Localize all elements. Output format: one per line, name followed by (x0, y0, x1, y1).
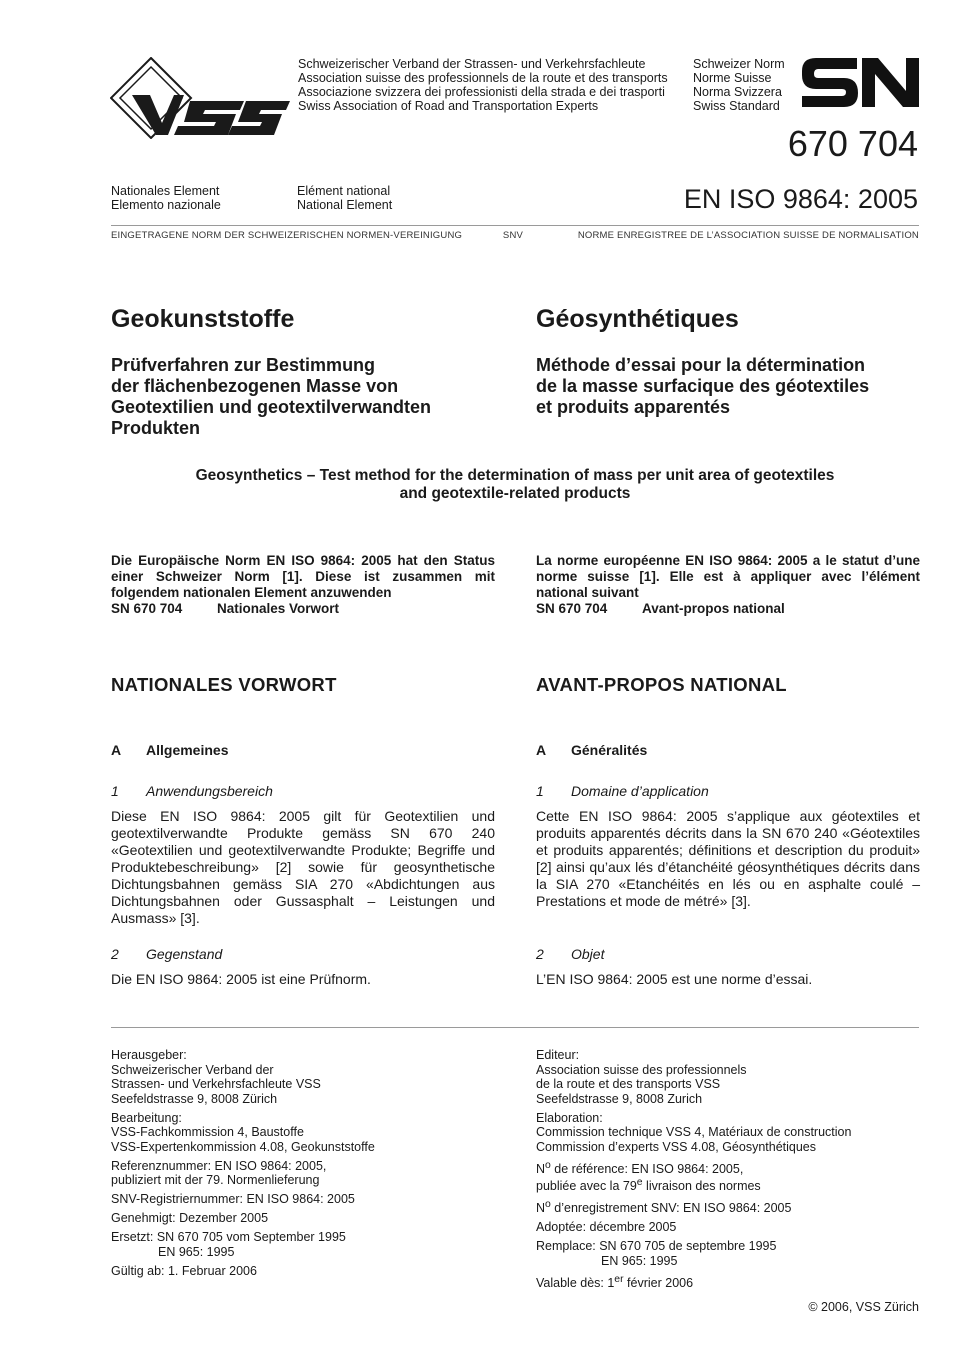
subtitle-fr-line: et produits apparentés (536, 397, 731, 417)
intro-fr-reference (536, 601, 920, 617)
colophon-line: Seefeldstrasse 9, 8008 Zürich (111, 1091, 278, 1106)
intro-de (111, 553, 495, 617)
sn-logo-icon (802, 55, 920, 110)
association-name-en: Swiss Association of Road and Transportation Experts (298, 99, 599, 113)
intro-de-ref-number: SN 670 704 (111, 601, 183, 616)
colophon-line: Elaboration: (536, 1110, 603, 1125)
item2-heading-fr (536, 946, 920, 962)
section-a-fr (536, 742, 920, 758)
colophon-line: Ersetzt: SN 670 705 vom September 1995 (111, 1230, 346, 1244)
colophon-line: VSS-Fachkommission 4, Baustoffe (111, 1125, 304, 1139)
national-element-right (297, 184, 392, 212)
colophon-line: Schweizerischer Verband der (111, 1062, 274, 1077)
colophon-text: livraison des normes (642, 1179, 761, 1194)
colophon-sup: o (545, 1159, 551, 1171)
colophon-sup: er (614, 1273, 624, 1285)
item2-heading-de (111, 946, 495, 962)
subtitle-fr-line: Méthode d’essai pour la détermination (536, 355, 866, 375)
intro-fr (536, 553, 920, 617)
title-en-line: and geotextile-related products (399, 485, 631, 502)
colophon-approved: Genehmigt: Dezember 2005 (111, 1211, 269, 1225)
norm-label-fr: Norme Suisse (693, 71, 772, 85)
colophon-line: Association suisse des professionnels (536, 1062, 747, 1077)
norm-languages (693, 57, 785, 113)
colophon-sup: o (545, 1199, 551, 1211)
vss-logo-icon (110, 57, 290, 139)
colophon-line: EN 965: 1995 (601, 1253, 678, 1268)
colophon-text: Valable dès: 1 (536, 1276, 615, 1291)
title-en-line: Geosynthetics – Test method for the determination of mass per unit area of geotextiles (195, 467, 835, 484)
intro-fr-ref-label: Avant-propos national (642, 601, 785, 616)
colophon-line: Commission d’experts VSS 4.08, Géosynthétiques (536, 1139, 816, 1154)
colophon-line: Commission technique VSS 4, Matériaux de construction (536, 1125, 852, 1139)
colophon-text: de référence: EN ISO 9864: 2005, (550, 1161, 744, 1176)
item1-text-de: Diese EN ISO 9864: 2005 gilt für Geotextilien und geotextilverwandte Produkte gemäss SN 670 240 «Geotextilien und geotextilverwandte Produkte; Begriffe und Produktebeschreibung» [2] sowie für geosynthetische Dichtungsbahnen gemäss SIA 270 «Abdichtungen aus Dichtungsbahnen oder Gussasphalt – Leistungen und Ausmass» [3]. (111, 808, 495, 926)
intro-de-ref-label: Nationales Vorwort (217, 601, 340, 616)
item-title: Objet (571, 946, 605, 962)
national-element-en: National Element (297, 198, 393, 212)
colophon-divider (111, 1027, 919, 1028)
subtitle-de-line: Geotextilien und geotextilverwandten (111, 397, 432, 417)
registration-text-de: EINGETRAGENE NORM DER SCHWEIZERISCHEN NORMEN-VEREINIGUNG (111, 230, 463, 241)
national-element-it: Elemento nazionale (111, 198, 221, 212)
item-title: Gegenstand (146, 946, 223, 962)
section-title: Allgemeines (146, 742, 229, 758)
colophon-replaces (536, 1239, 920, 1268)
national-element-de: Nationales Element (111, 184, 220, 198)
sn-mark (802, 55, 920, 110)
colophon-line: de la route et des transports VSS (536, 1077, 721, 1091)
item2-text-fr: L’EN ISO 9864: 2005 est une norme d’essai. (536, 971, 813, 987)
colophon-valid (536, 1273, 920, 1291)
colophon-registration: SNV-Registriernummer: EN ISO 9864: 2005 (111, 1192, 355, 1206)
association-name-de: Schweizerischer Verband der Strassen- und Verkehrsfachleute (298, 57, 646, 71)
colophon-line: Editeur: (536, 1048, 580, 1062)
colophon-line: Herausgeber: (111, 1048, 187, 1062)
colophon-line: VSS-Expertenkommission 4.08, Geokunststoffe (111, 1139, 375, 1154)
colophon-line: Strassen- und Verkehrsfachleute VSS (111, 1077, 321, 1091)
colophon-line: publiziert mit der 79. Normenlieferung (111, 1173, 320, 1187)
title-fr: Géosynthétiques (536, 305, 739, 333)
colophon-publisher (536, 1048, 920, 1106)
registration-text-fr: NORME ENREGISTREE DE L’ASSOCIATION SUISSE DE NORMALISATION (577, 230, 919, 241)
foreword-heading-fr: AVANT-PROPOS NATIONAL (536, 674, 787, 695)
title-de: Geokunststoffe (111, 305, 295, 333)
colophon-line: Bearbeitung: (111, 1110, 182, 1125)
norm-label-en: Swiss Standard (693, 99, 780, 113)
section-title: Généralités (571, 742, 648, 758)
subtitle-de-line: Prüfverfahren zur Bestimmung (111, 355, 376, 375)
intro-fr-ref-number: SN 670 704 (536, 601, 608, 616)
norm-label-de: Schweizer Norm (693, 57, 785, 71)
item1-heading-fr (536, 783, 920, 799)
item-title: Domaine d’application (571, 783, 709, 799)
colophon-fr (536, 1048, 920, 1295)
sn-number: 670 704 (787, 123, 918, 164)
registration-bar (111, 230, 919, 241)
colophon-editing (536, 1111, 920, 1155)
colophon-registration (536, 1198, 920, 1216)
colophon-de (111, 1048, 495, 1283)
foreword-heading-de: NATIONALES VORWORT (111, 674, 337, 695)
colophon-line: EN 965: 1995 (158, 1244, 235, 1259)
subtitle-de-line: der flächenbezogenen Masse von (111, 376, 399, 396)
section-letter: A (111, 742, 122, 758)
registration-snv: SNV (502, 230, 524, 241)
item-title: Anwendungsbereich (146, 783, 273, 799)
intro-fr-text: La norme européenne EN ISO 9864: 2005 a le statut d’une norme suisse [1]. Elle est à appliquer avec l’élément national suivant (536, 553, 920, 600)
item-number: 1 (536, 783, 544, 799)
colophon-reference (536, 1159, 920, 1194)
item1-heading-de (111, 783, 495, 799)
header-divider (111, 225, 919, 226)
title-en (111, 467, 919, 503)
colophon-publisher (111, 1048, 495, 1106)
subtitle-fr (536, 355, 920, 418)
colophon-sup: e (636, 1177, 643, 1189)
colophon-approved: Adoptée: décembre 2005 (536, 1220, 677, 1235)
national-element-left (111, 184, 221, 212)
colophon-text: N (536, 1161, 546, 1176)
intro-de-text: Die Europäische Norm EN ISO 9864: 2005 hat den Status einer Schweizer Norm [1]. Diese ist zusammen mit folgendem nationalen Element anzuwenden (111, 553, 495, 600)
subtitle-de-line: Produkten (111, 418, 201, 438)
item-number: 2 (111, 946, 119, 962)
en-iso-reference: EN ISO 9864: 2005 (683, 184, 918, 214)
national-element-fr: Elément national (297, 184, 391, 198)
item2-text-de: Die EN ISO 9864: 2005 ist eine Prüfnorm. (111, 971, 371, 987)
colophon-text: N (536, 1201, 546, 1216)
colophon-line: Seefeldstrasse 9, 8008 Zurich (536, 1091, 703, 1106)
colophon-text: publiée avec la 79 (536, 1179, 637, 1194)
intro-de-reference (111, 601, 495, 617)
norm-label-it: Norma Svizzera (693, 85, 782, 99)
colophon-editing (111, 1111, 495, 1155)
section-a-de (111, 742, 495, 758)
colophon-text: d’enregistrement SNV: EN ISO 9864: 2005 (550, 1201, 792, 1216)
subtitle-de (111, 355, 495, 439)
association-name-it: Associazione svizzera dei professionisti della strada e dei trasporti (298, 85, 665, 99)
vss-logo (110, 57, 290, 139)
item-number: 2 (536, 946, 544, 962)
colophon-line: Remplace: SN 670 705 de septembre 1995 (536, 1239, 777, 1254)
section-letter: A (536, 742, 547, 758)
item1-text-fr: Cette EN ISO 9864: 2005 s’applique aux géotextiles et produits apparentés décrits dans la SN 670 240 «Géotextiles et produits apparentés; définitions et description du produit» [2] ainsi qu’aux lés d’étanchéité géosynthétiques décrits dans la SIA 270 «Etanchéités en lés ou en asphalte coulé – Prestations et mode de métré» [3]. (536, 808, 920, 909)
colophon-reference (111, 1159, 495, 1188)
subtitle-fr-line: de la masse surfacique des géotextiles (536, 376, 870, 396)
colophon-replaces (111, 1230, 495, 1259)
copyright: © 2006, VSS Zürich (808, 1300, 919, 1314)
colophon-text: février 2006 (623, 1276, 694, 1291)
colophon-line: Referenznummer: EN ISO 9864: 2005, (111, 1158, 327, 1173)
colophon-valid: Gültig ab: 1. Februar 2006 (111, 1263, 257, 1278)
association-name-fr: Association suisse des professionnels de la route et des transports (298, 71, 668, 85)
item-number: 1 (111, 783, 119, 799)
association-names (298, 57, 668, 113)
